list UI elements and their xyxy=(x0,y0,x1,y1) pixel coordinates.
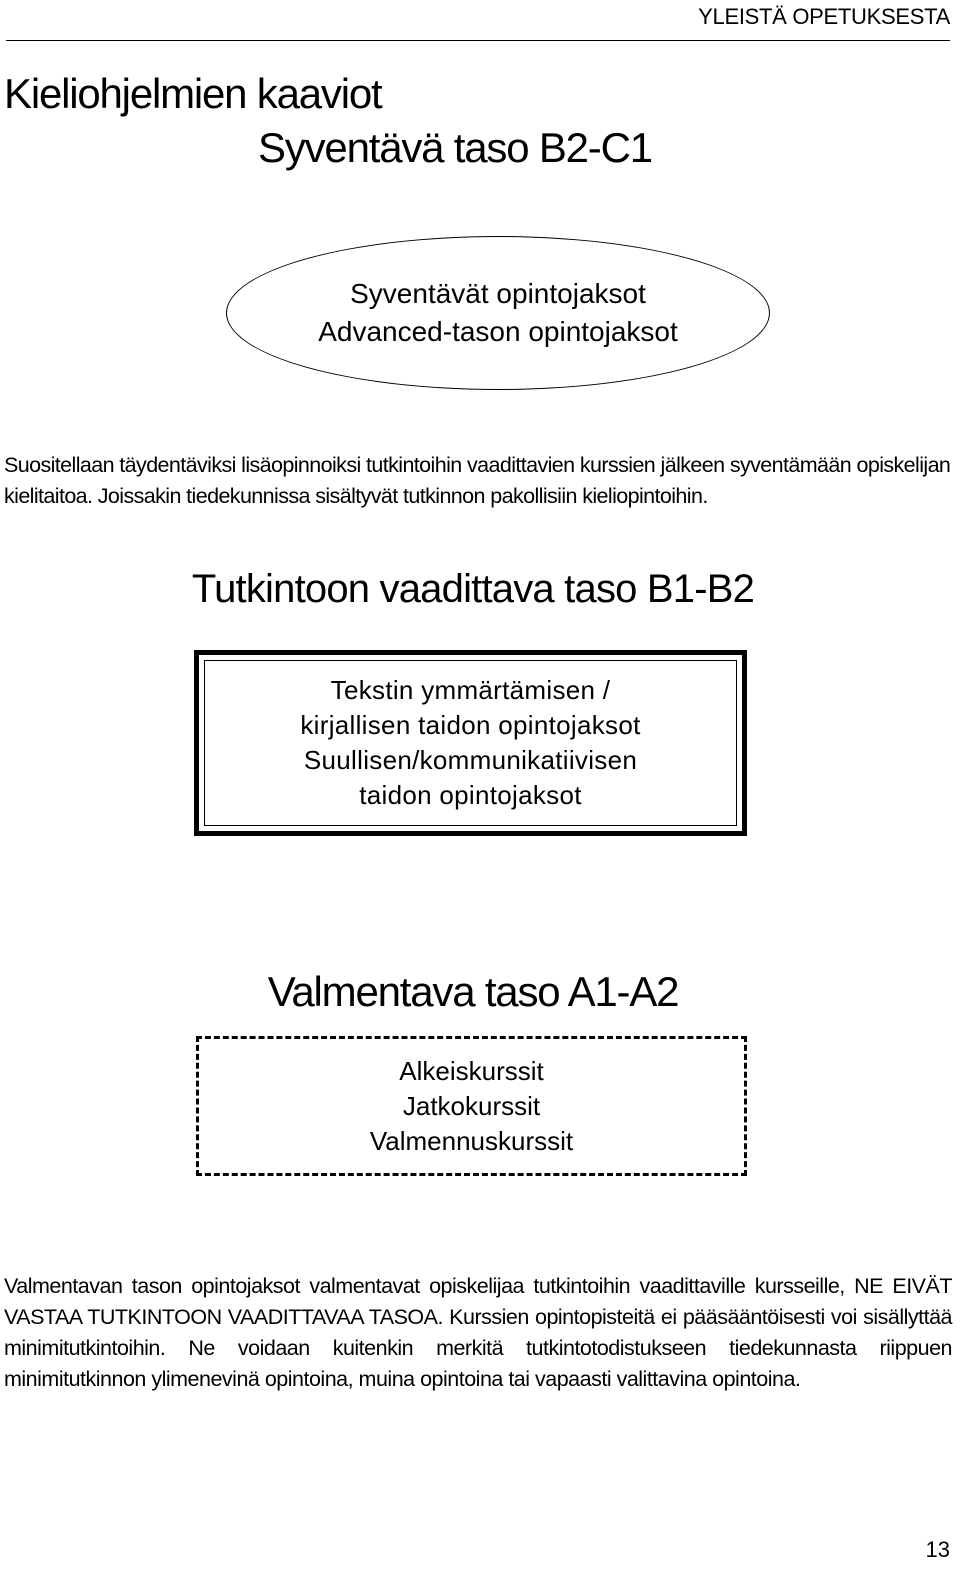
preparatory-courses-box xyxy=(196,1036,747,1176)
required-item: taidon opintojaksot xyxy=(359,780,582,810)
required-courses-inner-box xyxy=(204,660,737,826)
preparatory-item: Valmennuskurssit xyxy=(369,1125,574,1156)
header-rule xyxy=(6,40,950,41)
preparatory-item: Jatkokurssit xyxy=(402,1090,541,1121)
advanced-item: Syventävät opintojaksot xyxy=(350,278,646,309)
required-item: Suullisen/kommunikatiivisen xyxy=(303,745,638,775)
required-item: Tekstin ymmärtämisen / xyxy=(330,675,611,705)
preparatory-item: Alkeiskurssit xyxy=(399,1055,544,1086)
preparatory-level-title: Valmentava taso A1-A2 xyxy=(267,968,679,1015)
advanced-courses-ellipse xyxy=(226,236,770,390)
advanced-level-note: Suositellaan täydentäviksi lisäopinnoiksi tutkintoihin vaadittavien kurssien jälkeen syventämään opiskelijan kielitaitoa. Joissakin tiedekunnissa sisältyvät tutkinnon pakollisiin kieliopintoihin. xyxy=(4,453,951,508)
required-item: kirjallisen taidon opintojaksot xyxy=(300,710,641,740)
required-courses-box xyxy=(194,650,747,836)
page-number: 13 xyxy=(925,1537,950,1562)
required-level-title: Tutkintoon vaadittava taso B1-B2 xyxy=(191,567,755,611)
advanced-level-title: Syventävä taso B2-C1 xyxy=(258,124,652,171)
preparatory-level-note: Valmentavan tason opintojaksot valmentavat opiskelijaa tutkintoihin vaadittaville kursseille, NE EIVÄT VASTAA TUTKINTOON VAADITTAVAA TASOA. Kurssien opintopisteitä ei pääsääntöisesti voi sisällyttää minimitutkintoihin. Ne voidaan kuitenkin merkitä tutkintotodistukseen tiedekunnasta riippuen minimitutkinnon ylimenevinä opintoina, muina opintoina tai vapaasti valittavina opintoina. xyxy=(4,1274,952,1391)
advanced-item: Advanced-tason opintojaksot xyxy=(318,316,678,347)
section-label: YLEISTÄ OPETUKSESTA xyxy=(698,4,950,29)
page-title: Kieliohjelmien kaaviot xyxy=(4,70,382,117)
